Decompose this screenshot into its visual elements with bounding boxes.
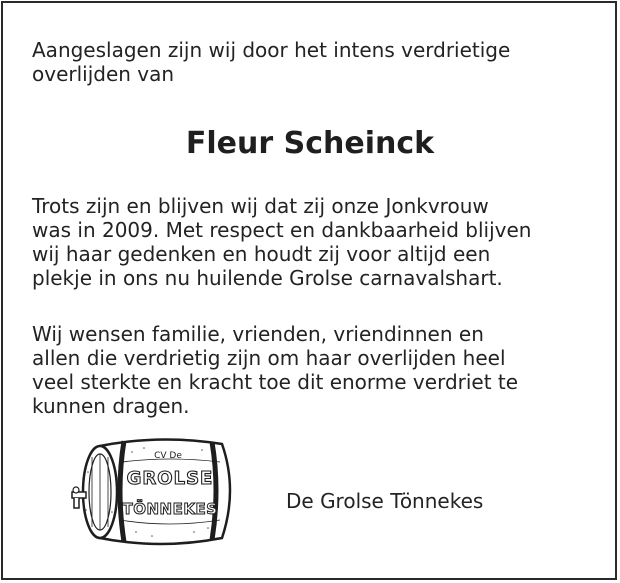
- logo-line-3: TÖNNEKES: [122, 500, 218, 518]
- barrel-logo-icon: [62, 432, 252, 552]
- tribute-paragraph: Trots zijn en blijven wij dat zij onze Jonkvrouw was in 2009. Met respect en dankbaarheid blijven wij haar gedenken en houdt zij voor altijd een plekje in ons nu huilende Grolse carnavalshart.: [32, 194, 532, 290]
- logo-line-1: CV De: [154, 451, 182, 461]
- intro-text: Aangeslagen zijn wij door het intens verdrietige overlijden van: [32, 38, 511, 86]
- deceased-name: Fleur Scheinck: [185, 126, 435, 161]
- logo-line-2: GROLSE: [126, 468, 214, 489]
- signature: De Grolse Tönnekes: [286, 489, 484, 513]
- condolence-paragraph: Wij wensen familie, vrienden, vriendinnen en allen die verdrietig zijn om haar overlijden heel veel sterkte en kracht toe dit enorme verdriet te kunnen dragen.: [32, 322, 519, 418]
